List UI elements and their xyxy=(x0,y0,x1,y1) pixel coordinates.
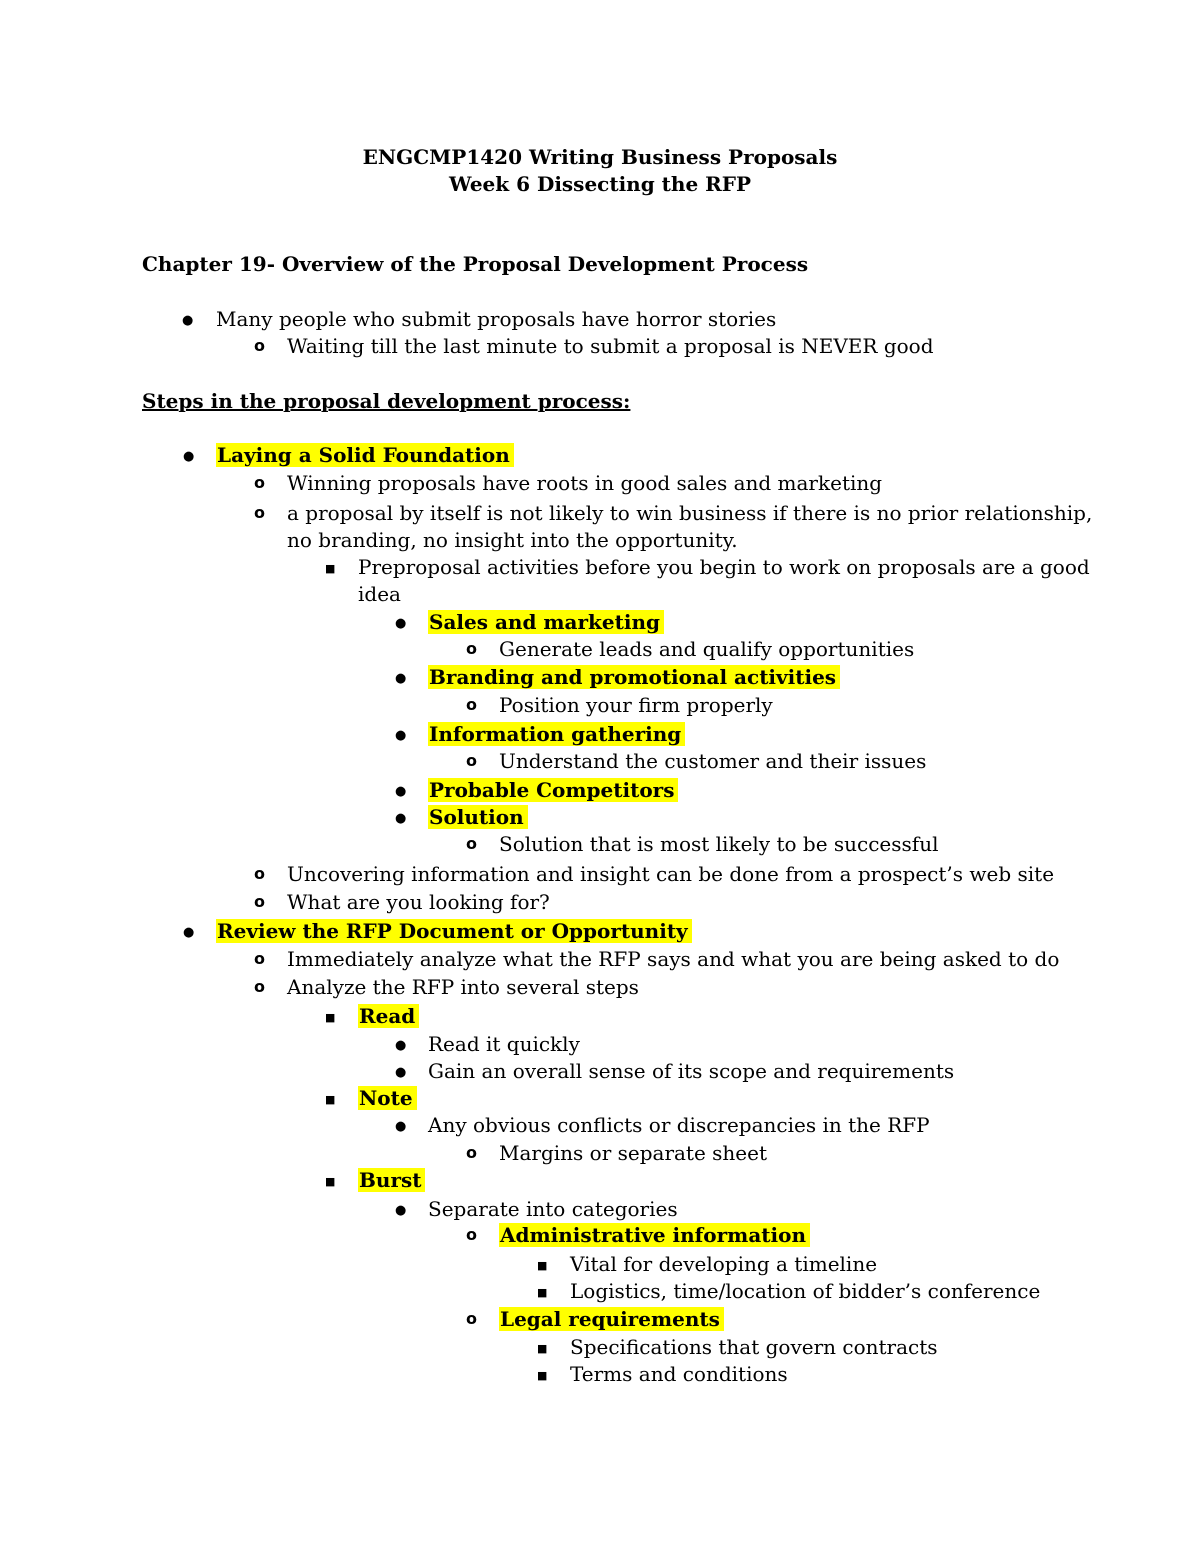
outline-item xyxy=(287,889,550,915)
outline-item xyxy=(570,1251,877,1277)
outline-item xyxy=(428,1112,930,1138)
bullet-circle-icon xyxy=(466,1222,477,1248)
outline-item-text: Uncovering information and insight can be done from a prospect’s web site xyxy=(287,862,1055,886)
bullet-circle-icon xyxy=(466,1140,477,1166)
document-title: ENGCMP1420 Writing Business Proposals xyxy=(362,145,838,169)
intro-item: Waiting till the last minute to submit a proposal is NEVER good xyxy=(287,334,934,358)
bullet-circle-icon xyxy=(466,831,477,857)
bullet-disc-icon xyxy=(183,918,194,946)
outline-item xyxy=(570,1334,938,1360)
outline-item-text: Margins or separate sheet xyxy=(499,1141,768,1165)
bullet-square-icon xyxy=(325,554,335,582)
bullet-circle-icon xyxy=(254,889,265,915)
bullet-square-icon xyxy=(325,1167,335,1195)
outline-heading: Solution xyxy=(428,805,528,829)
bullet-square-icon xyxy=(537,1361,547,1389)
outline-item-text: Analyze the RFP into several steps xyxy=(287,975,639,999)
bullet-circle-icon xyxy=(254,861,265,887)
outline-item-text: Vital for developing a timeline xyxy=(570,1252,878,1276)
outline-item-text: Separate into categories xyxy=(428,1197,678,1221)
bullet-disc-icon xyxy=(395,609,406,637)
outline-heading: Branding and promotional activities xyxy=(428,665,840,689)
chapter-heading: Chapter 19- Overview of the Proposal Development Process xyxy=(142,252,809,276)
outline-item xyxy=(358,1003,419,1029)
outline-item-text: Position your firm properly xyxy=(499,693,773,717)
outline-item xyxy=(287,470,882,496)
outline-item xyxy=(570,1361,788,1387)
outline-item xyxy=(428,664,840,690)
bullet-disc-icon xyxy=(395,1031,406,1059)
outline-item xyxy=(287,500,1092,526)
outline-item-text: no branding, no insight into the opportunity. xyxy=(287,528,738,552)
outline-item xyxy=(216,918,692,944)
outline-heading: Burst xyxy=(358,1168,425,1192)
bullet-square-icon xyxy=(537,1334,547,1362)
outline-item-text: Preproposal activities before you begin to work on proposals are a good xyxy=(358,555,1090,579)
outline-item-text: Generate leads and qualify opportunities xyxy=(499,637,915,661)
bullet-disc-icon xyxy=(395,721,406,749)
steps-heading: Steps in the proposal development process: xyxy=(142,389,631,413)
bullet-circle-icon xyxy=(254,974,265,1000)
bullet-circle-icon xyxy=(254,500,265,526)
outline-heading: Administrative information xyxy=(499,1223,810,1247)
bullet-square-icon xyxy=(537,1251,547,1279)
bullet-circle-icon xyxy=(254,333,265,359)
outline-item-text: Understand the customer and their issues xyxy=(499,749,927,773)
outline-item xyxy=(428,1196,678,1222)
outline-item xyxy=(287,861,1054,887)
intro-item: Many people who submit proposals have horror stories xyxy=(216,307,777,331)
bullet-disc-icon xyxy=(183,442,194,470)
outline-item-text: Any obvious conflicts or discrepancies in the RFP xyxy=(428,1113,930,1137)
bullet-square-icon xyxy=(537,1278,547,1306)
outline-item xyxy=(358,1167,425,1193)
outline-item xyxy=(358,1085,417,1111)
outline-item-text: What are you looking for? xyxy=(287,890,550,914)
bullet-disc-icon xyxy=(395,1196,406,1224)
outline-heading: Legal requirements xyxy=(499,1307,724,1331)
outline-item xyxy=(499,831,938,857)
outline-item xyxy=(499,636,914,662)
outline-item-text: a proposal by itself is not likely to win business if there is no prior relationship, xyxy=(287,501,1093,525)
outline-item-text: Read it quickly xyxy=(428,1032,580,1056)
bullet-circle-icon xyxy=(254,946,265,972)
outline-item xyxy=(428,777,678,803)
outline-item xyxy=(499,1140,767,1166)
bullet-circle-icon xyxy=(466,692,477,718)
bullet-disc-icon xyxy=(395,1112,406,1140)
outline-item xyxy=(570,1278,1040,1304)
outline-item xyxy=(499,1306,724,1332)
bullet-disc-icon xyxy=(395,804,406,832)
bullet-disc-icon xyxy=(395,777,406,805)
bullet-disc-icon xyxy=(395,1058,406,1086)
bullet-square-icon xyxy=(325,1085,335,1113)
outline-item-text: Gain an overall sense of its scope and requirements xyxy=(428,1059,955,1083)
bullet-circle-icon xyxy=(466,748,477,774)
outline-item xyxy=(216,442,514,468)
bullet-circle-icon xyxy=(466,636,477,662)
bullet-square-icon xyxy=(325,1003,335,1031)
bullet-circle-icon xyxy=(466,1306,477,1332)
bullet-disc-icon xyxy=(395,664,406,692)
outline-item xyxy=(428,721,685,747)
outline-item-text: Winning proposals have roots in good sales and marketing xyxy=(287,471,883,495)
outline-item-text: Immediately analyze what the RFP says and what you are being asked to do xyxy=(287,947,1060,971)
outline-item-text: Terms and conditions xyxy=(570,1362,788,1386)
bullet-circle-icon xyxy=(254,470,265,496)
outline-item-text: Logistics, time/location of bidder’s conference xyxy=(570,1279,1041,1303)
outline-heading: Read xyxy=(358,1004,419,1028)
outline-item xyxy=(287,527,738,553)
outline-item xyxy=(428,804,528,830)
outline-item xyxy=(499,1222,810,1248)
outline-heading: Information gathering xyxy=(428,722,685,746)
outline-heading: Review the RFP Document or Opportunity xyxy=(216,919,692,943)
outline-item xyxy=(358,554,1090,580)
outline-item xyxy=(428,1058,954,1084)
outline-item-text: idea xyxy=(358,582,401,606)
outline-item xyxy=(287,974,639,1000)
outline-heading: Sales and marketing xyxy=(428,610,664,634)
outline-item xyxy=(428,609,664,635)
outline-heading: Note xyxy=(358,1086,417,1110)
bullet-disc-icon xyxy=(182,306,193,334)
outline-heading: Probable Competitors xyxy=(428,778,678,802)
outline-item-text: Specifications that govern contracts xyxy=(570,1335,938,1359)
document-subtitle: Week 6 Dissecting the RFP xyxy=(449,172,751,196)
outline-item xyxy=(499,692,773,718)
outline-heading: Laying a Solid Foundation xyxy=(216,443,514,467)
outline-item xyxy=(428,1031,580,1057)
outline-item-text: Solution that is most likely to be successful xyxy=(499,832,939,856)
outline-item xyxy=(358,581,401,607)
outline-item xyxy=(287,946,1059,972)
outline-item xyxy=(499,748,926,774)
